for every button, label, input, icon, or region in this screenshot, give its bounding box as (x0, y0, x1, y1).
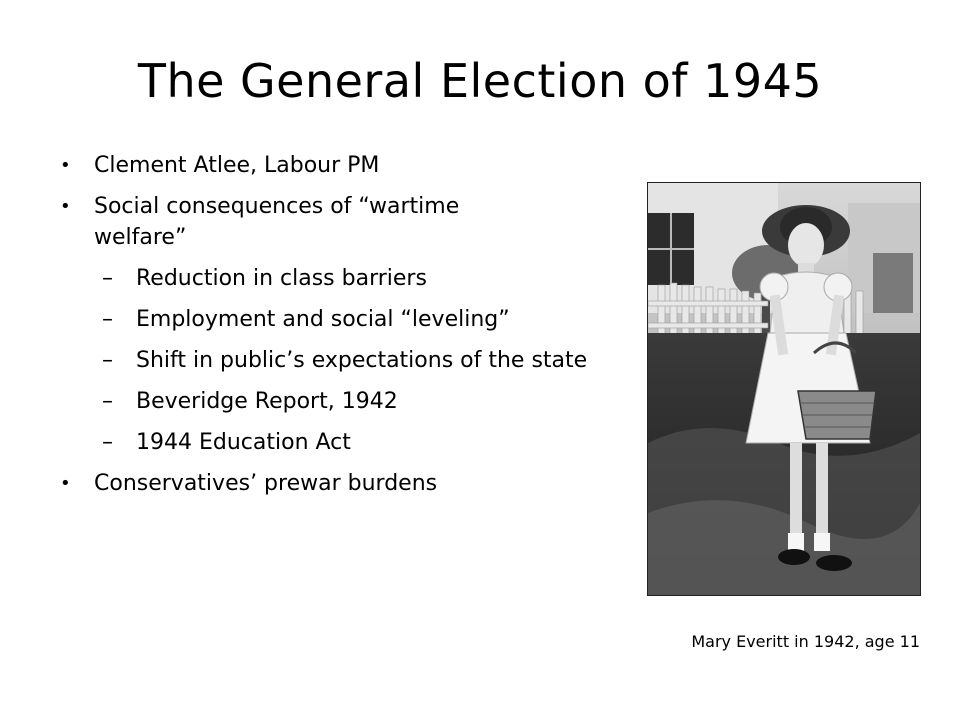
bullet-marker: • (60, 155, 71, 176)
sub-bullet-marker: – (102, 307, 113, 332)
bullet-text: Employment and social “leveling” (136, 307, 510, 332)
photo-illustration (648, 183, 920, 595)
sub-bullet-item (102, 427, 618, 458)
sub-bullet-marker: – (102, 266, 113, 291)
bullet-text: Social consequences of “wartime welfare” (94, 194, 460, 250)
bullet-text: Beveridge Report, 1942 (136, 389, 398, 414)
bullet-item (58, 468, 618, 499)
sub-bullet-item (102, 263, 618, 294)
sub-bullet-item (102, 304, 618, 335)
bullet-item (58, 191, 554, 253)
bullet-text: 1944 Education Act (136, 430, 351, 455)
sub-bullet-marker: – (102, 430, 113, 455)
bullet-text: Conservatives’ prewar burdens (94, 471, 438, 496)
sub-bullet-item (102, 386, 618, 417)
historical-photo (647, 182, 921, 596)
sub-bullet-marker: – (102, 348, 113, 373)
bullet-marker: • (60, 473, 71, 494)
photo-caption: Mary Everitt in 1942, age 11 (691, 632, 920, 651)
slide-title: The General Election of 1945 (137, 54, 823, 108)
bullet-text: Clement Atlee, Labour PM (94, 153, 380, 178)
bullet-list (58, 150, 618, 509)
bullet-text: Shift in public’s expectations of the state (136, 348, 588, 373)
bullet-text: Reduction in class barriers (136, 266, 427, 291)
sub-bullet-marker: – (102, 389, 113, 414)
bullet-item (58, 150, 618, 181)
sub-bullet-item (102, 345, 606, 376)
bullet-marker: • (60, 196, 71, 217)
